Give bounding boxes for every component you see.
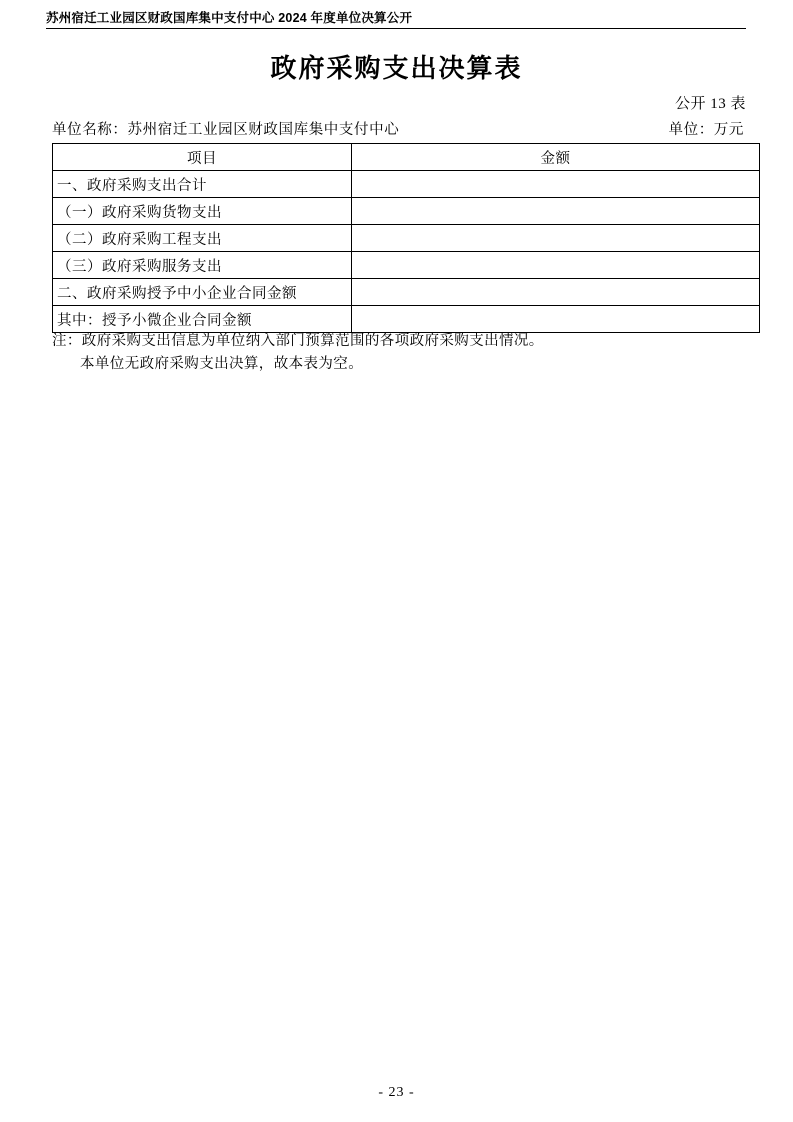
procurement-table-wrapper — [52, 143, 742, 333]
table-header-amount: 金额 — [352, 144, 760, 171]
unit-name — [52, 118, 399, 139]
table-row — [53, 306, 760, 333]
table-row — [53, 198, 760, 225]
amount-unit: 单位：万元 — [668, 122, 744, 138]
row-item-label: 一、政府采购支出合计 — [53, 171, 352, 198]
row-item-amount — [352, 306, 760, 333]
note-line-1: 注：政府采购支出信息为单位纳入部门预算范围的各项政府采购支出情况。 — [52, 333, 544, 349]
procurement-table — [52, 143, 760, 333]
unit-info-row — [52, 118, 744, 139]
row-item-amount — [352, 279, 760, 306]
table-row — [53, 252, 760, 279]
table-header-row — [53, 144, 760, 171]
row-item-label: 二、政府采购授予中小企业合同金额 — [53, 279, 352, 306]
row-item-label: 其中：授予小微企业合同金额 — [53, 306, 352, 333]
table-row — [53, 279, 760, 306]
row-item-amount — [352, 252, 760, 279]
row-item-label: （一）政府采购货物支出 — [53, 198, 352, 225]
table-row — [53, 171, 760, 198]
header-title: 苏州宿迁工业园区财政国库集中支付中心 2024 年度单位决算公开 — [46, 11, 413, 25]
sheet-number: 公开 13 表 — [674, 96, 746, 112]
row-item-amount — [352, 198, 760, 225]
table-header-item: 项目 — [53, 144, 352, 171]
row-item-amount — [352, 225, 760, 252]
page-number: - 23 - — [378, 1085, 415, 1100]
unit-name-label: 单位名称： — [52, 122, 128, 138]
page-header — [46, 8, 746, 26]
row-item-label: （二）政府采购工程支出 — [53, 225, 352, 252]
note-line-2: 本单位无政府采购支出决算，故本表为空。 — [80, 356, 364, 372]
unit-name-value: 苏州宿迁工业园区财政国库集中支付中心 — [127, 122, 400, 138]
page-title: 政府采购支出决算表 — [270, 53, 523, 83]
table-row — [53, 225, 760, 252]
row-item-label: （三）政府采购服务支出 — [53, 252, 352, 279]
table-notes — [52, 330, 752, 376]
header-divider — [46, 28, 746, 29]
row-item-amount — [352, 171, 760, 198]
